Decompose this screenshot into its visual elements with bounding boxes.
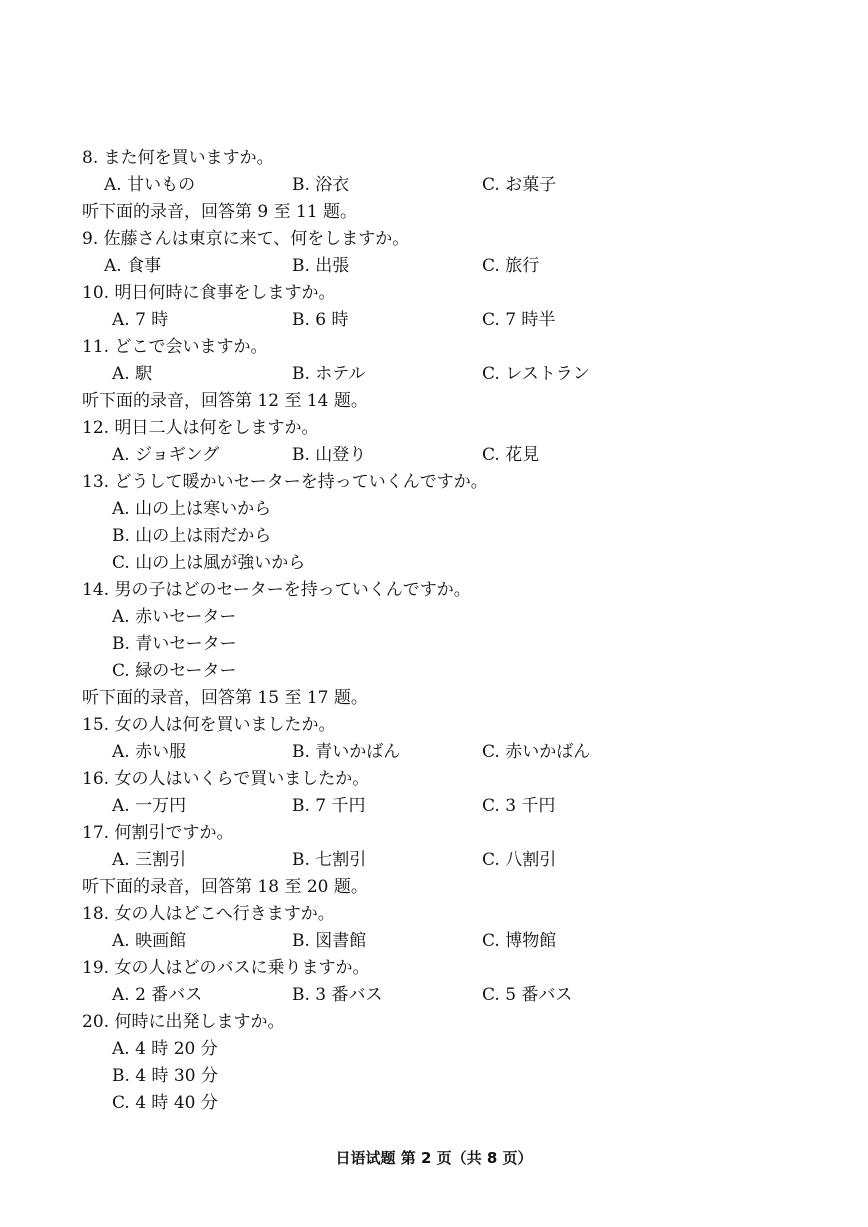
question-18-option-a: A. 映画館: [112, 931, 187, 951]
question-19: 19. 女の人はどのバスに乗りますか。: [82, 958, 370, 978]
question-17: 17. 何割引ですか。: [82, 823, 234, 843]
question-9-option-c: C. 旅行: [482, 256, 540, 276]
section-instruction: 听下面的录音，回答第 9 至 11 题。: [82, 202, 358, 222]
question-9-option-b: B. 出張: [292, 256, 350, 276]
question-12-option-a: A. ジョギング: [112, 445, 220, 465]
question-15-option-a: A. 赤い服: [112, 742, 187, 762]
question-8-option-a: A. 甘いもの: [104, 175, 196, 195]
question-9: 9. 佐藤さんは東京に来て、何をしますか。: [82, 229, 410, 249]
question-18-option-b: B. 図書館: [292, 931, 367, 951]
question-8-option-b: B. 浴衣: [292, 175, 350, 195]
question-18-option-c: C. 博物館: [482, 931, 557, 951]
section-instruction: 听下面的录音，回答第 18 至 20 题。: [82, 877, 368, 897]
question-14-option-a: A. 赤いセーター: [112, 607, 237, 627]
question-20-option-b: B. 4 時 30 分: [112, 1066, 218, 1086]
question-18: 18. 女の人はどこへ行きますか。: [82, 904, 335, 924]
question-8: 8. また何を買いますか。: [82, 148, 274, 168]
question-11-option-c: C. レストラン: [482, 364, 590, 384]
question-11: 11. どこで会いますか。: [82, 337, 268, 357]
question-20-option-a: A. 4 時 20 分: [112, 1039, 218, 1059]
question-15: 15. 女の人は何を買いましたか。: [82, 715, 336, 735]
question-14: 14. 男の子はどのセーターを持っていくんですか。: [82, 580, 471, 600]
question-16-option-c: C. 3 千円: [482, 796, 556, 816]
question-15-option-c: C. 赤いかばん: [482, 742, 591, 762]
question-15-option-b: B. 青いかばん: [292, 742, 401, 762]
question-17-option-c: C. 八割引: [482, 850, 557, 870]
question-12-option-b: B. 山登り: [292, 445, 367, 465]
question-13-option-a: A. 山の上は寒いから: [112, 499, 272, 519]
question-16-option-b: B. 7 千円: [292, 796, 366, 816]
question-13-option-c: C. 山の上は風が強いから: [112, 553, 306, 573]
question-10-option-a: A. 7 時: [112, 310, 169, 330]
question-19-option-c: C. 5 番バス: [482, 985, 573, 1005]
question-11-option-a: A. 駅: [112, 364, 153, 384]
question-10-option-c: C. 7 時半: [482, 310, 556, 330]
question-9-option-a: A. 食事: [104, 256, 162, 276]
section-instruction: 听下面的录音，回答第 15 至 17 题。: [82, 688, 368, 708]
question-20-option-c: C. 4 時 40 分: [112, 1093, 218, 1113]
question-16-option-a: A. 一万円: [112, 796, 187, 816]
question-14-option-b: B. 青いセーター: [112, 634, 237, 654]
question-12-option-c: C. 花見: [482, 445, 540, 465]
question-16: 16. 女の人はいくらで買いましたか。: [82, 769, 370, 789]
page-footer: 日语试题 第 2 页（共 8 页）: [335, 1149, 533, 1167]
question-19-option-b: B. 3 番バス: [292, 985, 383, 1005]
question-10-option-b: B. 6 時: [292, 310, 349, 330]
question-17-option-a: A. 三割引: [112, 850, 187, 870]
question-14-option-c: C. 緑のセーター: [112, 661, 237, 681]
question-10: 10. 明日何時に食事をしますか。: [82, 283, 336, 303]
section-instruction: 听下面的录音，回答第 12 至 14 题。: [82, 391, 368, 411]
question-13: 13. どうして暖かいセーターを持っていくんですか。: [82, 472, 488, 492]
question-13-option-b: B. 山の上は雨だから: [112, 526, 272, 546]
question-11-option-b: B. ホテル: [292, 364, 366, 384]
question-8-option-c: C. お菓子: [482, 175, 557, 195]
question-12: 12. 明日二人は何をしますか。: [82, 418, 319, 438]
question-20: 20. 何時に出発しますか。: [82, 1012, 285, 1032]
question-19-option-a: A. 2 番バス: [112, 985, 203, 1005]
question-17-option-b: B. 七割引: [292, 850, 367, 870]
